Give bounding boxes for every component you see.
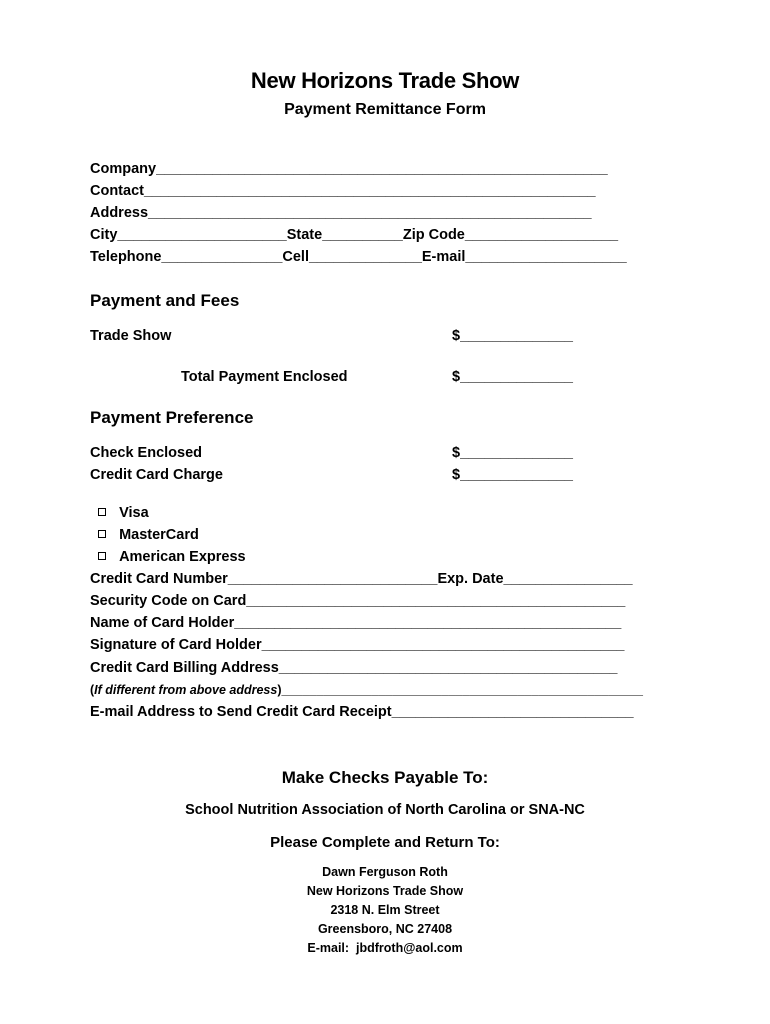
credit-card-number-field[interactable]: Credit Card Number__________________________Exp. Date________________ xyxy=(90,571,633,587)
check-amount-field[interactable]: $______________ xyxy=(452,445,573,461)
trade-show-amount-field[interactable]: $______________ xyxy=(452,328,573,344)
american-express-option[interactable] xyxy=(90,533,246,565)
telephone-cell-email-field[interactable]: Telephone_______________Cell______________E-mail____________________ xyxy=(90,249,627,265)
credit-card-amount-field[interactable]: $______________ xyxy=(452,467,573,483)
american-express-label: American Express xyxy=(119,549,246,565)
contact-field[interactable]: Contact________________________________________________________ xyxy=(90,183,596,199)
company-field[interactable]: Company________________________________________________________ xyxy=(90,161,608,177)
security-code-field[interactable]: Security Code on Card_______________________________________________ xyxy=(90,593,626,609)
association-name: School Nutrition Association of North Carolina or SNA-NC xyxy=(185,802,585,818)
note-rest: )____________________________________________________ xyxy=(277,683,643,697)
payment-fees-heading: Payment and Fees xyxy=(90,291,240,310)
address-field[interactable]: Address_______________________________________________________ xyxy=(90,205,592,221)
check-enclosed-label: Check Enclosed xyxy=(90,445,203,461)
visa-label: Visa xyxy=(119,505,149,521)
city-state-zip-field[interactable]: City_____________________State__________Zip Code___________________ xyxy=(90,227,619,243)
note-paren-open: ( xyxy=(90,683,95,697)
checkbox-icon[interactable] xyxy=(98,552,106,560)
trade-show-label: Trade Show xyxy=(90,328,172,344)
billing-address-field[interactable]: Credit Card Billing Address__________________________________________ xyxy=(90,660,618,676)
mastercard-label: MasterCard xyxy=(119,527,199,543)
note-italic-text: If different from above address xyxy=(94,683,278,697)
address-line-city: Greensboro, NC 27408 xyxy=(317,922,453,936)
address-line-email: E-mail: jbdfroth@aol.com xyxy=(307,941,463,955)
form-subtitle: Payment Remittance Form xyxy=(284,101,486,118)
receipt-email-field[interactable]: E-mail Address to Send Credit Card Receipt______________________________ xyxy=(90,704,634,720)
return-heading: Please Complete and Return To: xyxy=(270,834,500,851)
credit-card-charge-label: Credit Card Charge xyxy=(90,467,223,483)
total-payment-label: Total Payment Enclosed xyxy=(181,369,348,385)
address-line-name: Dawn Ferguson Roth xyxy=(322,865,448,879)
form-title: New Horizons Trade Show xyxy=(250,68,520,93)
make-checks-heading: Make Checks Payable To: xyxy=(281,768,489,787)
billing-address-note-field[interactable] xyxy=(90,683,643,697)
card-holder-signature-field[interactable]: Signature of Card Holder_____________________________________________ xyxy=(90,637,625,653)
address-line-street: 2318 N. Elm Street xyxy=(330,903,440,917)
card-holder-name-field[interactable]: Name of Card Holder________________________________________________ xyxy=(90,615,622,631)
address-line-org: New Horizons Trade Show xyxy=(306,884,464,898)
payment-preference-heading: Payment Preference xyxy=(90,408,254,427)
total-payment-amount-field[interactable]: $______________ xyxy=(452,369,573,385)
